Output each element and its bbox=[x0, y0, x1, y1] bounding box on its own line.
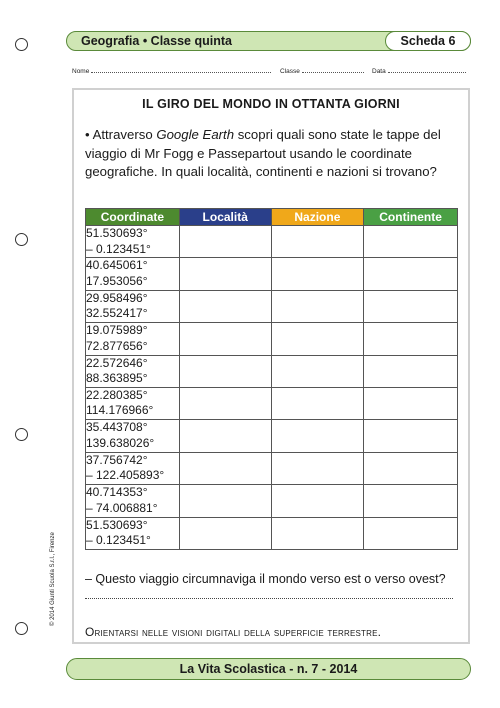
footer-bar: La Vita Scolastica - n. 7 - 2014 bbox=[66, 658, 471, 680]
date-field bbox=[372, 67, 466, 75]
continente-cell[interactable] bbox=[364, 355, 458, 387]
continente-cell[interactable] bbox=[364, 290, 458, 322]
latitude: 51.530693° bbox=[86, 517, 148, 532]
table-header-row bbox=[86, 209, 458, 226]
localita-cell[interactable] bbox=[179, 452, 271, 484]
coordinate-cell bbox=[86, 226, 180, 258]
localita-cell[interactable] bbox=[179, 290, 271, 322]
table-row bbox=[86, 420, 458, 452]
localita-cell[interactable] bbox=[179, 387, 271, 419]
nazione-cell[interactable] bbox=[271, 355, 364, 387]
name-label: Nome bbox=[72, 68, 90, 75]
sheet-tab: Scheda 6 bbox=[385, 31, 471, 51]
table-row bbox=[86, 355, 458, 387]
latitude: 29.958496° bbox=[86, 290, 148, 305]
longitude: – 74.006881° bbox=[86, 500, 158, 515]
nazione-cell[interactable] bbox=[271, 452, 364, 484]
date-blank bbox=[388, 67, 466, 73]
table-row bbox=[86, 485, 458, 517]
header-coordinate: Coordinate bbox=[86, 209, 180, 226]
question-text: – Questo viaggio circumnaviga il mondo verso est o verso ovest? bbox=[85, 572, 446, 586]
nazione-cell[interactable] bbox=[271, 485, 364, 517]
bullet: • bbox=[85, 127, 90, 142]
longitude: 17.953056° bbox=[86, 273, 148, 288]
coordinate-cell bbox=[86, 323, 180, 355]
longitude: 88.363895° bbox=[86, 371, 148, 386]
longitude: 114.176966° bbox=[86, 403, 154, 418]
latitude: 22.572646° bbox=[86, 355, 148, 370]
subject-label: Geografia • Classe quinta bbox=[81, 34, 232, 48]
table-row bbox=[86, 290, 458, 322]
table-row bbox=[86, 226, 458, 258]
continente-cell[interactable] bbox=[364, 226, 458, 258]
intro-italic: Google Earth bbox=[156, 127, 235, 142]
table-row bbox=[86, 258, 458, 290]
continente-cell[interactable] bbox=[364, 323, 458, 355]
nazione-cell[interactable] bbox=[271, 290, 364, 322]
localita-cell[interactable] bbox=[179, 323, 271, 355]
answer-line[interactable] bbox=[85, 598, 453, 599]
name-blank bbox=[91, 67, 271, 73]
coordinate-cell bbox=[86, 517, 180, 549]
latitude: 22.280385° bbox=[86, 387, 148, 402]
coordinates-table bbox=[85, 208, 458, 550]
longitude: 72.877656° bbox=[86, 338, 148, 353]
intro-text bbox=[85, 126, 465, 182]
header-localita: Località bbox=[179, 209, 271, 226]
binder-hole-2 bbox=[15, 233, 28, 246]
copyright-text: © 2014 Giunti Scuola S.r.l., Firenze bbox=[50, 532, 56, 626]
latitude: 37.756742° bbox=[86, 452, 148, 467]
coordinate-cell bbox=[86, 387, 180, 419]
intro-part1: Attraverso bbox=[92, 127, 157, 142]
continente-cell[interactable] bbox=[364, 452, 458, 484]
header-bar bbox=[66, 31, 471, 51]
header-continente: Continente bbox=[364, 209, 458, 226]
localita-cell[interactable] bbox=[179, 420, 271, 452]
nazione-cell[interactable] bbox=[271, 420, 364, 452]
table-row bbox=[86, 387, 458, 419]
class-blank bbox=[302, 67, 364, 73]
date-label: Data bbox=[372, 68, 386, 75]
nazione-cell[interactable] bbox=[271, 387, 364, 419]
header-nazione: Nazione bbox=[271, 209, 364, 226]
nazione-cell[interactable] bbox=[271, 258, 364, 290]
longitude: 139.638026° bbox=[86, 435, 155, 450]
nazione-cell[interactable] bbox=[271, 226, 364, 258]
longitude: – 0.123451° bbox=[86, 241, 151, 256]
table-row bbox=[86, 517, 458, 549]
name-field bbox=[72, 67, 271, 75]
nazione-cell[interactable] bbox=[271, 517, 364, 549]
coordinate-cell bbox=[86, 290, 180, 322]
class-field bbox=[280, 67, 364, 75]
longitude: – 0.123451° bbox=[86, 533, 151, 548]
continente-cell[interactable] bbox=[364, 517, 458, 549]
coordinate-cell bbox=[86, 452, 180, 484]
class-label: Classe bbox=[280, 68, 300, 75]
longitude: 32.552417° bbox=[86, 306, 148, 321]
binder-hole-4 bbox=[15, 622, 28, 635]
latitude: 19.075989° bbox=[86, 323, 148, 338]
page-title: IL GIRO DEL MONDO IN OTTANTA GIORNI bbox=[142, 97, 400, 111]
continente-cell[interactable] bbox=[364, 387, 458, 419]
table-row bbox=[86, 452, 458, 484]
latitude: 40.645061° bbox=[86, 258, 148, 273]
localita-cell[interactable] bbox=[179, 226, 271, 258]
localita-cell[interactable] bbox=[179, 517, 271, 549]
coordinate-cell bbox=[86, 485, 180, 517]
latitude: 40.714353° bbox=[86, 485, 148, 500]
continente-cell[interactable] bbox=[364, 420, 458, 452]
coordinate-cell bbox=[86, 258, 180, 290]
coordinate-cell bbox=[86, 420, 180, 452]
coordinate-cell bbox=[86, 355, 180, 387]
localita-cell[interactable] bbox=[179, 485, 271, 517]
localita-cell[interactable] bbox=[179, 355, 271, 387]
localita-cell[interactable] bbox=[179, 258, 271, 290]
binder-hole-3 bbox=[15, 428, 28, 441]
longitude: – 122.405893° bbox=[86, 468, 165, 483]
intro-part2: scopri quali sono state le tappe del viaggio di Mr Fogg e Passepartout usando le coordinate geografiche. In quali località, continenti e nazioni si trovano? bbox=[85, 127, 441, 179]
latitude: 35.443708° bbox=[86, 420, 148, 435]
continente-cell[interactable] bbox=[364, 258, 458, 290]
nazione-cell[interactable] bbox=[271, 323, 364, 355]
objective-text: Orientarsi nelle visioni digitali della superficie terrestre. bbox=[85, 625, 382, 639]
continente-cell[interactable] bbox=[364, 485, 458, 517]
latitude: 51.530693° bbox=[86, 226, 148, 240]
binder-hole-1 bbox=[15, 38, 28, 51]
table-row bbox=[86, 323, 458, 355]
